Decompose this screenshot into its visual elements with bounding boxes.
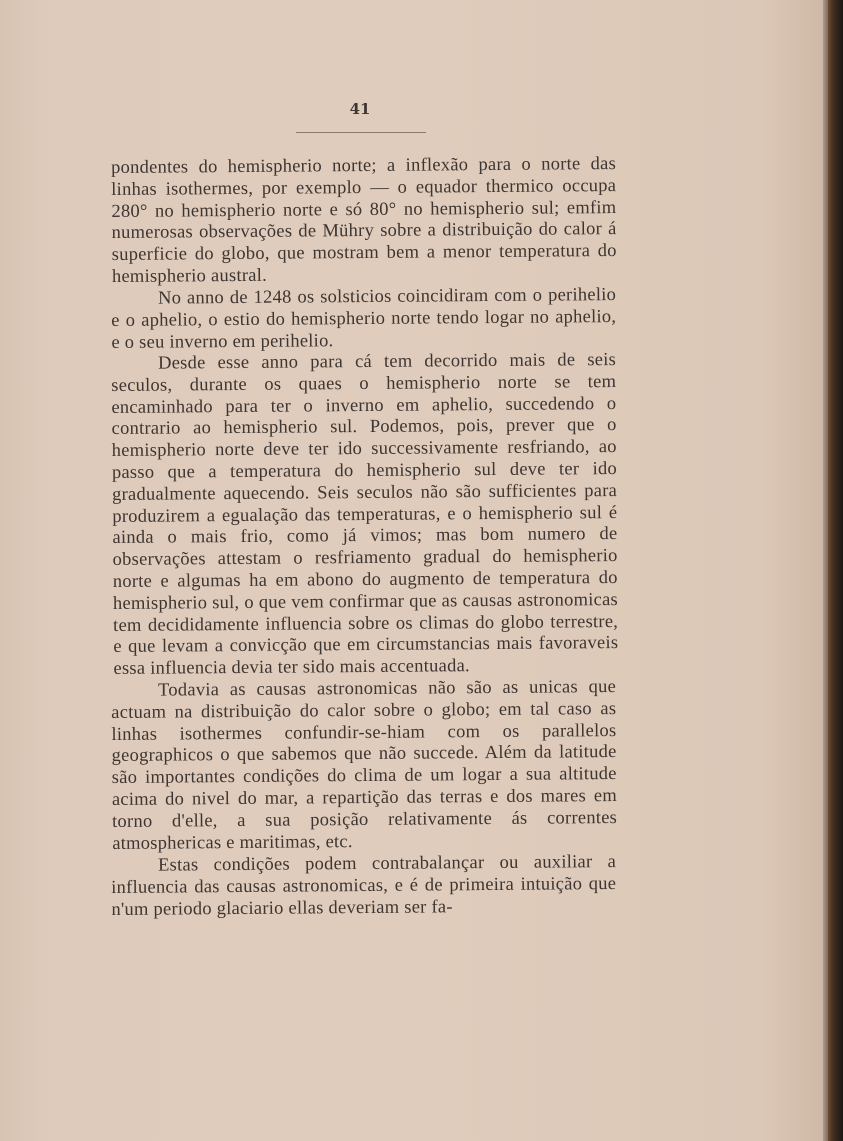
paragraph-5: Estas condições podem contrabalançar ou auxiliar a influencia das causas astronomicas, e é de primeira intuição que n'um periodo glaciario ellas deveriam ser fa- [111, 851, 617, 920]
book-edge [828, 0, 843, 1141]
paragraph-2: No anno de 1248 os solsticios coincidiram com o perihelio e o aphelio, o estio do hemispherio norte tendo logar no aphelio, e o seu inverno em perihelio. [111, 284, 617, 353]
paragraph-4: Todavia as causas astronomicas não são as unicas que actuam na distribuição do calor sobre o globo; em tal caso as linhas isothermes confundir-se-hiam com os parallelos geographicos o que sabemos que não succede. Além da latitude são importantes condições do clima de um logar a sua altitude acima do nivel do mar, a repartição das terras e dos mares em torno d'elle, a sua posição relativamente ás correntes atmosphericas e maritimas, etc. [111, 677, 618, 854]
paragraph-3: Desde esse anno para cá tem decorrido mais de seis seculos, durante os quaes o hemispherio norte se tem encaminhado para ter o inverno em aphelio, succedendo o contrario ao hemispherio sul. Podemos, pois, prever que o hemispherio norte deve ter ido successivamente resfriando, ao passo que a temperatura do hemispherio sul deve ter ido gradualmente aquecendo. Seis seculos não são sufficientes para produzirem a egualação das temperaturas, e o hemispherio sul é ainda o mais frio, como já vimos; mas bom numero de observações attestam o resfriamento gradual do hemispherio norte e algumas ha em abono do augmento de temperatura do hemispherio sul, o que vem confirmar que as causas astronomicas tem decididamente influencia sobre os climas do globo terrestre, e que levam a convicção que em circumstancias mais favoraveis essa influencia devia ter sido mais accentuada. [111, 350, 619, 680]
header-rule [296, 132, 426, 133]
body-text [111, 154, 619, 921]
paragraph-1: pondentes do hemispherio norte; a inflexão para o norte das linhas isothermes, por exemplo — o equador thermico occupa 280° no hemispherio norte e só 80° no hemispherio sul; emfim numerosas observações de Mühry sobre a distribuição do calor á superficie do globo, que mostram bem a menor temperatura do hemispherio austral. [111, 154, 617, 287]
page-number: 41 [349, 100, 371, 118]
